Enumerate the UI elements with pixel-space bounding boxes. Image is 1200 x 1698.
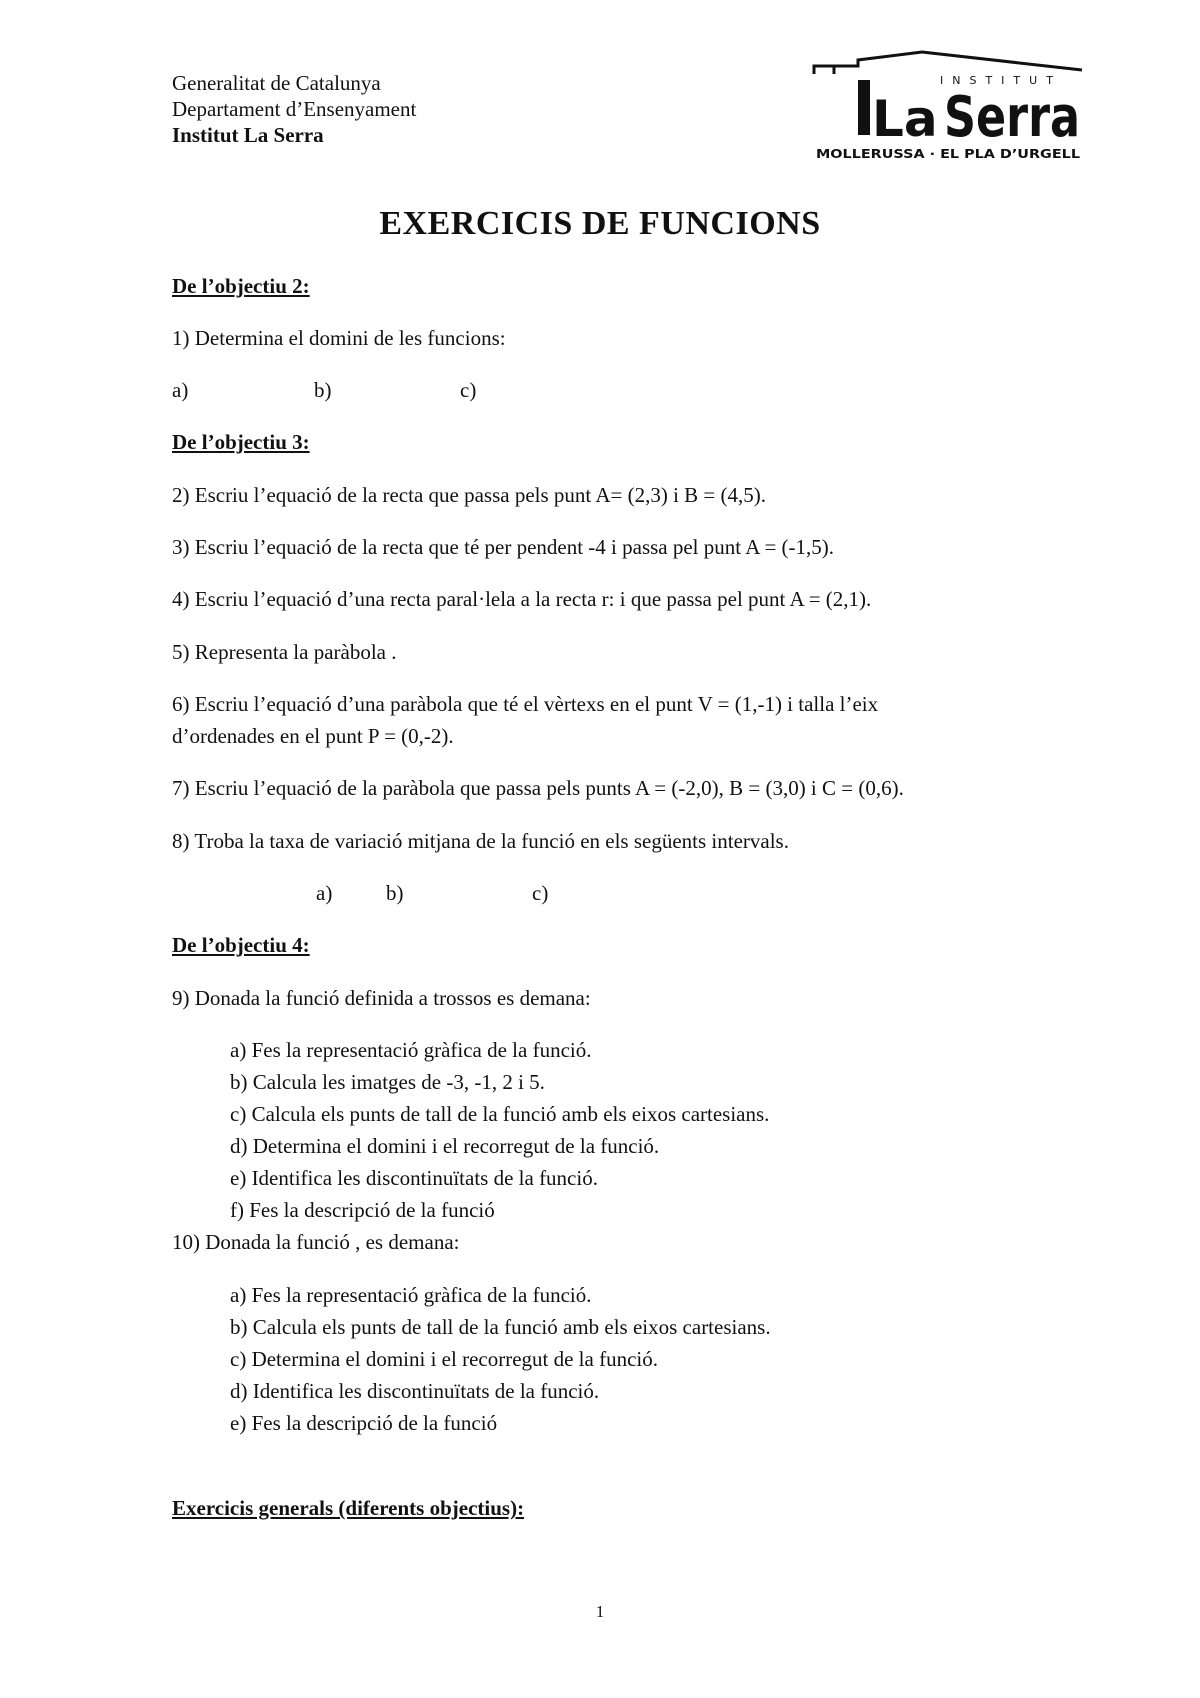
- exercise-8-option-b: b): [386, 881, 404, 905]
- exercise-9-item: e) Identifica les discontinuïtats de la funció.: [230, 1166, 598, 1190]
- logo-la-text: La: [872, 90, 938, 148]
- exercise-1-option-a: a): [172, 378, 189, 402]
- exercise-1-option-c: c): [460, 378, 477, 402]
- exercise-10-item: b) Calcula els punts de tall de la funció amb els eixos cartesians.: [230, 1315, 771, 1339]
- logo-institut-text: INSTITUT: [940, 74, 1062, 87]
- logo-roof-left: [814, 66, 834, 74]
- logo-location-text: MOLLERUSSA · EL PLA D’URGELL: [816, 146, 1081, 161]
- exercise-10-item: d) Identifica les discontinuïtats de la funció.: [230, 1379, 600, 1403]
- exercise-9-item: a) Fes la representació gràfica de la funció.: [230, 1038, 592, 1062]
- exercise-7: 7) Escriu l’equació de la paràbola que passa pels punts A = (-2,0), B = (3,0) i C = (0,6).: [172, 776, 904, 800]
- exercise-1: 1) Determina el domini de les funcions:: [172, 326, 506, 350]
- exercise-9: 9) Donada la funció definida a trossos es demana:: [172, 986, 591, 1010]
- institut-la-serra-logo: [812, 50, 1082, 165]
- header-institut: Institut La Serra: [172, 123, 324, 147]
- header-departament: Departament d’Ensenyament: [172, 97, 417, 121]
- exercise-1-option-b: b): [314, 378, 332, 402]
- exercise-9-item: d) Determina el domini i el recorregut de la funció.: [230, 1134, 660, 1158]
- exercise-5: 5) Representa la paràbola .: [172, 640, 397, 664]
- page-number: 1: [595, 1602, 605, 1621]
- section-objectiu-3: De l’objectiu 3:: [172, 430, 310, 454]
- exercise-9-item: f) Fes la descripció de la funció: [230, 1198, 495, 1222]
- header-generalitat: Generalitat de Catalunya: [172, 71, 381, 95]
- exercise-9-item: b) Calcula les imatges de -3, -1, 2 i 5.: [230, 1070, 545, 1094]
- exercise-6-line-1: 6) Escriu l’equació d’una paràbola que té el vèrtexs en el punt V = (1,-1) i talla l’eix: [172, 692, 879, 716]
- exercise-8: 8) Troba la taxa de variació mitjana de la funció en els següents intervals.: [172, 829, 789, 853]
- exercise-6-line-2: d’ordenades en el punt P = (0,-2).: [172, 724, 454, 748]
- exercise-4: 4) Escriu l’equació d’una recta paral·lela a la recta r: i que passa pel punt A = (2,1).: [172, 587, 872, 611]
- section-objectiu-2: De l’objectiu 2:: [172, 274, 310, 298]
- exercise-10-item: c) Determina el domini i el recorregut de la funció.: [230, 1347, 658, 1371]
- exercise-10-item: a) Fes la representació gràfica de la funció.: [230, 1283, 592, 1307]
- exercise-8-option-a: a): [316, 881, 333, 905]
- section-objectiu-4: De l’objectiu 4:: [172, 933, 310, 957]
- logo-i-bar: [858, 80, 870, 135]
- exercise-10: 10) Donada la funció , es demana:: [172, 1230, 460, 1254]
- section-exercicis-generals: Exercicis generals (diferents objectius):: [172, 1496, 525, 1520]
- exercise-8-option-c: c): [532, 881, 549, 905]
- exercise-3: 3) Escriu l’equació de la recta que té per pendent -4 i passa pel punt A = (-1,5).: [172, 535, 835, 559]
- exercise-9-item: c) Calcula els punts de tall de la funció amb els eixos cartesians.: [230, 1102, 770, 1126]
- logo-roof-line: [834, 52, 1082, 70]
- exercise-10-item: e) Fes la descripció de la funció: [230, 1411, 498, 1435]
- page-title: EXERCICIS DE FUNCIONS: [379, 205, 821, 242]
- exercise-2: 2) Escriu l’equació de la recta que passa pels punt A= (2,3) i B = (4,5).: [172, 483, 767, 507]
- logo-serra-text: Serra: [944, 85, 1080, 150]
